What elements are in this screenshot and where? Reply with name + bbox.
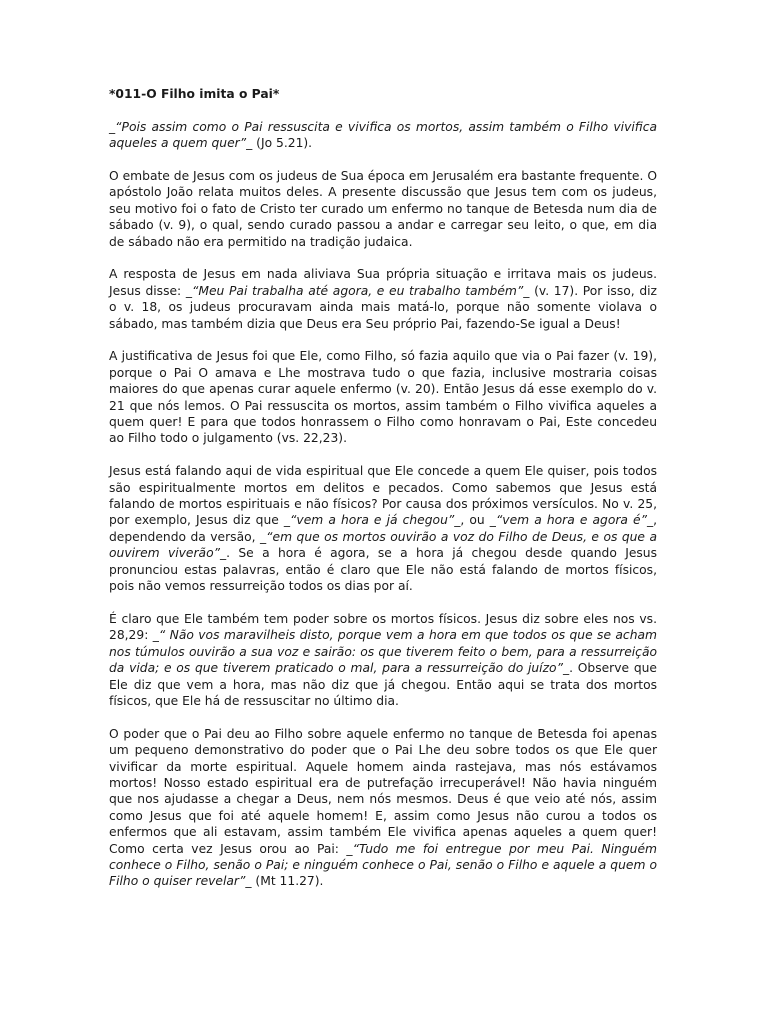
paragraph-text: _ (Jo 5.21). [246,136,313,151]
paragraph-text: _ (Mt 11.27). [245,874,324,889]
paragraph [109,611,657,709]
quoted-scripture: “ Não vos maravilheis disto, porque vem a hora em que todos os que se acham nos túmulos ouvirão a sua voz e sairão: os que tiverem feito o bem, para a ressurreição da vida; e os que tiverem praticado o mal, para a ressurreição do juízo” [109,628,658,676]
paragraph [109,266,657,332]
quoted-scripture: “Tudo me foi entregue por meu Pai. Ninguém conhece o Filho, senão o Pai; e ninguém conhece o Pai, senão o Filho e aquele a quem o Filho o quiser revelar” [109,841,657,889]
paragraph-text: _. Observe que Ele diz que vem a hora, mas não diz que já chegou. Então aqui se trata dos mortos físicos, que Ele há de ressuscitar no último dia. [109,661,657,708]
paragraph-text: Jesus está falando aqui de vida espiritual que Ele concede a quem Ele quiser, pois todos são espiritualmente mortos em delitos e pecados. Como sabemos que Jesus está falando de mortos espirituais e não físicos? Por causa dos próximos versículos. No v. 25, por exemplo, Jesus diz que _ [109,464,657,528]
paragraph [109,463,657,594]
paragraph [109,168,657,250]
paragraph-text: A resposta de Jesus em nada aliviava Sua própria situação e irritava mais os judeus. Jesus disse: _ [109,267,657,298]
paragraph-text: _, ou _ [454,513,496,528]
paragraph-text: _. Se a hora é agora, se a hora já chegou desde quando Jesus pronunciou estas palavras, então é claro que Ele não está falando de mortos físicos, pois não vemos ressurreição todos os dias por aí. [109,546,658,594]
paragraph-text: É claro que Ele também tem poder sobre os mortos físicos. Jesus diz sobre eles nos vs. 28,29: _ [109,611,657,643]
paragraph [109,119,657,152]
document-body [109,86,657,906]
paragraph [109,726,657,890]
paragraph-text: _, dependendo da versão, _ [109,513,658,544]
paragraph-text: O poder que o Pai deu ao Filho sobre aquele enfermo no tanque de Betesda foi apenas um pequeno demonstrativo do poder que o Pai Lhe deu sobre todos os que Ele quer vivificar da morte espiritual. Aquele homem ainda rastejava, mas nós estávamos mortos! Nosso estado espiritual era de putrefação irrecuperável! Não havia ninguém que nos ajudasse a chegar a Deus, nem nós mesmos. Deus é que veio até nós, assim como Jesus que foi até aquele homem! E, assim como Jesus não curou a todos os enfermos que ali estavam, assim também Ele vivifica apenas aqueles a quem quer! Como certa vez Jesus orou ao Pai: _ [109,726,657,856]
quoted-scripture: “em que os mortos ouvirão a voz do Filho de Deus, e os que a ouvirem viverão” [109,529,657,561]
paragraph-text: A justificativa de Jesus foi que Ele, como Filho, só fazia aquilo que via o Pai fazer (v. 19), porque o Pai O amava e Lhe mostrava tudo o que fazia, inclusive mostraria coisas maiores do que apenas curar aquele enfermo (v. 20). Então Jesus dá esse exemplo do v. 21 que nós lemos. O Pai ressuscita os mortos, assim também o Filho vivifica aqueles a quem quer! E para que todos honrassem o Filho como honravam o Pai, Este concedeu ao Filho todo o julgamento (vs. 22,23). [109,349,657,446]
quoted-scripture: “vem a hora e já chegou” [290,513,455,528]
document-title: *011-O Filho imita o Pai* [109,87,280,101]
paragraph-text: O embate de Jesus com os judeus de Sua época em Jerusalém era bastante frequente. O apóstolo João relata muitos deles. A presente discussão que Jesus tem com os judeus, seu motivo foi o fato de Cristo ter curado um enfermo no tanque de Betesda num dia de sábado (v. 9), o qual, sendo curado passou a andar e carregar seu leito, o que, em dia de sábado não era permitido na tradição judaica. [109,169,657,249]
quoted-scripture: “Pois assim como o Pai ressuscita e vivifica os mortos, assim também o Filho vivifica aqueles a quem quer” [109,119,657,151]
paragraph-text: _ [109,119,116,134]
quoted-scripture: “Meu Pai trabalha até agora, e eu trabalho também” [192,283,524,298]
paragraph [109,348,657,446]
quoted-scripture: “vem a hora e agora é” [495,513,647,528]
paragraph-text: _ (v. 17). Por isso, diz o v. 18, os judeus procuravam ainda mais matá-lo, porque não somente violava o sábado, mas também dizia que Deus era Seu próprio Pai, fazendo-Se igual a Deus! [109,283,657,331]
paragraph-list [109,119,657,890]
